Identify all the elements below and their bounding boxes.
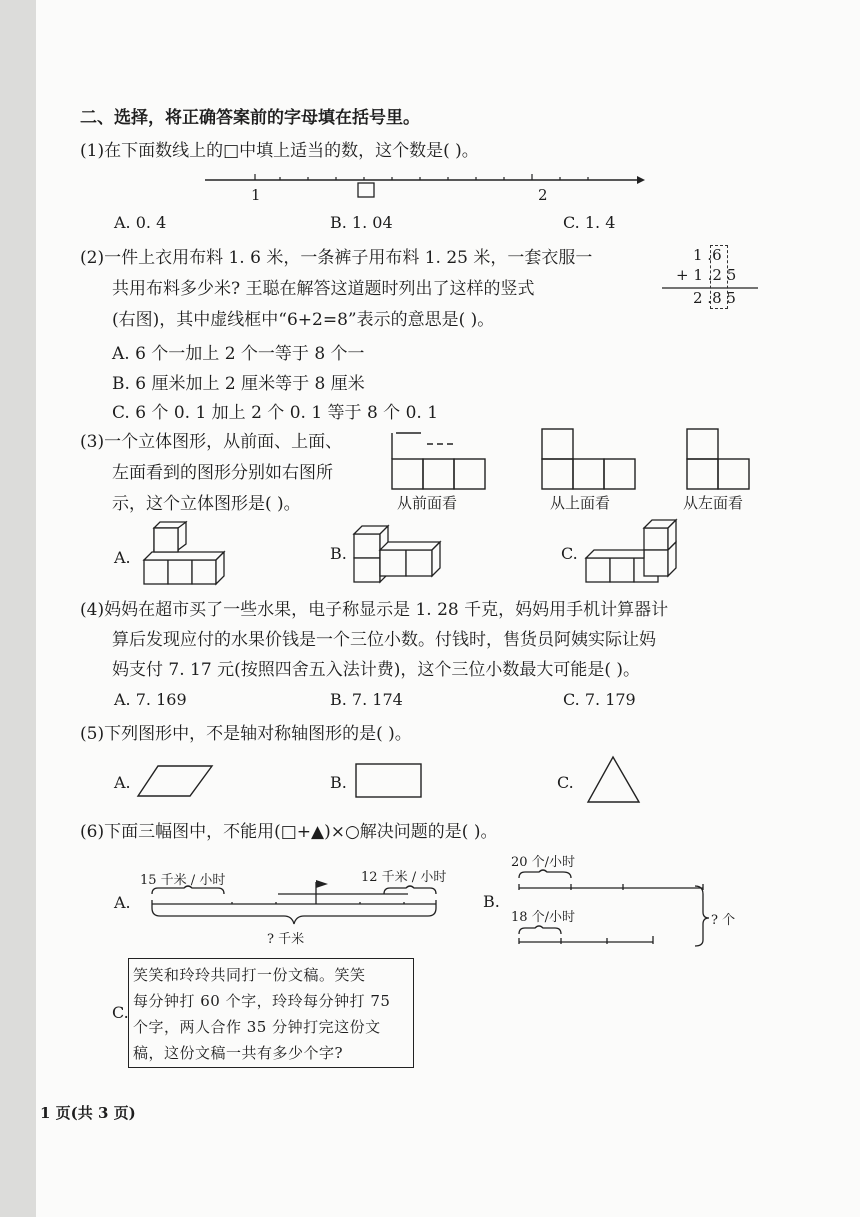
q1-number-line	[205, 168, 645, 198]
q6-b-bottom-speed: 18 个/小时	[511, 910, 576, 925]
q2-option-b: B. 6 厘米加上 2 厘米等于 8 厘米	[112, 374, 365, 394]
q3-option-a: A.	[114, 548, 131, 567]
q6-diagram-a	[148, 878, 448, 928]
q6-option-a: A.	[114, 893, 131, 912]
q6-a-right-speed: 12 千米 / 小时	[361, 870, 447, 885]
q4-option-b: B. 7. 174	[330, 690, 403, 709]
q3-solid-c	[584, 518, 684, 584]
q5-option-b: B.	[330, 773, 347, 792]
q2-line-2: 共用布料多少米? 王聪在解答这道题时列出了这样的竖式	[112, 279, 535, 299]
q2-line-1: (2)一件上衣用布料 1. 6 米，一条裤子用布料 1. 25 米，一套衣服一	[80, 248, 593, 268]
section-title: 二、选择，将正确答案前的字母填在括号里。	[80, 108, 420, 128]
view-top-label: 从上面看	[550, 494, 611, 512]
q6-stem: (6)下面三幅图中，不能用(□+▲)×○解决问题的是( )。	[80, 822, 498, 842]
q2-option-a: A. 6 个一加上 2 个一等于 8 个一	[112, 344, 365, 364]
calc-row-1: 1 .6	[693, 246, 722, 264]
q6-option-b: B.	[483, 892, 500, 911]
q3-solid-b	[352, 522, 462, 586]
q6-a-total: ? 千米	[267, 932, 305, 947]
page-footer: 1 页(共 3 页)	[40, 1104, 136, 1122]
q2-option-c: C. 6 个 0. 1 加上 2 个 0. 1 等于 8 个 0. 1	[112, 403, 439, 423]
q3-solid-a	[142, 522, 232, 586]
q6-a-left-speed: 15 千米 / 小时	[140, 873, 226, 888]
view-left	[686, 428, 756, 490]
q4-line-2: 算后发现应付的水果价钱是一个三位小数。付钱时，售货员阿姨实际让妈	[112, 630, 656, 650]
q5-option-c: C.	[557, 773, 574, 792]
q5-option-a: A.	[114, 773, 131, 792]
view-top	[541, 428, 641, 490]
q6-b-total: ? 个	[711, 913, 736, 928]
q1-option-b: B. 1. 04	[330, 213, 393, 232]
view-left-label: 从左面看	[683, 494, 744, 512]
q1-option-c: C. 1. 4	[563, 213, 616, 232]
q6-diagram-b	[515, 866, 715, 962]
q1-stem: (1)在下面数线上的□中填上适当的数，这个数是( )。	[80, 141, 479, 161]
q6-c-line-4: 稿，这份文稿一共有多少个字?	[133, 1044, 344, 1062]
q6-b-top-speed: 20 个/小时	[511, 855, 576, 870]
q3-option-b: B.	[330, 544, 347, 563]
q4-option-c: C. 7. 179	[563, 690, 636, 709]
q3-option-c: C.	[561, 544, 578, 563]
calc-row-2: + 1 .2 5	[676, 266, 737, 284]
calc-dashed-box	[710, 245, 728, 309]
q3-line-3: 示，这个立体图形是( )。	[112, 494, 301, 514]
q5-parallelogram	[136, 764, 216, 798]
view-front	[391, 430, 491, 490]
q4-line-1: (4)妈妈在超市买了一些水果，电子称显示是 1. 28 千克，妈妈用手机计算器计	[80, 600, 669, 620]
q6-c-line-3: 个字，两人合作 35 分钟打完这份文	[133, 1018, 381, 1036]
q6-c-line-2: 每分钟打 60 个字，玲玲每分钟打 75	[133, 992, 391, 1010]
calc-row-3: 2 .8 5	[693, 289, 736, 307]
q2-line-3: (右图)，其中虚线框中“6+2=8”表示的意思是( )。	[112, 310, 495, 330]
q3-line-2: 左面看到的图形分别如右图所	[112, 463, 333, 483]
q3-line-1: (3)一个立体图形，从前面、上面、	[80, 432, 343, 452]
q5-rectangle	[355, 763, 425, 799]
q1-option-a: A. 0. 4	[114, 213, 167, 232]
q4-line-3: 妈支付 7. 17 元(按照四舍五入法计费)，这个三位小数最大可能是( )。	[112, 660, 640, 680]
q1-tick-2: 2	[538, 186, 548, 204]
q4-option-a: A. 7. 169	[114, 690, 187, 709]
q5-stem: (5)下列图形中，不是轴对称轴图形的是( )。	[80, 724, 412, 744]
q6-option-c: C.	[112, 1003, 129, 1022]
q6-c-word-problem-box	[128, 958, 414, 1068]
scan-edge	[0, 0, 36, 1217]
q5-triangle	[586, 755, 642, 805]
q1-tick-1: 1	[251, 186, 261, 204]
q6-c-line-1: 笑笑和玲玲共同打一份文稿。笑笑	[133, 966, 366, 984]
view-front-label: 从前面看	[397, 494, 458, 512]
